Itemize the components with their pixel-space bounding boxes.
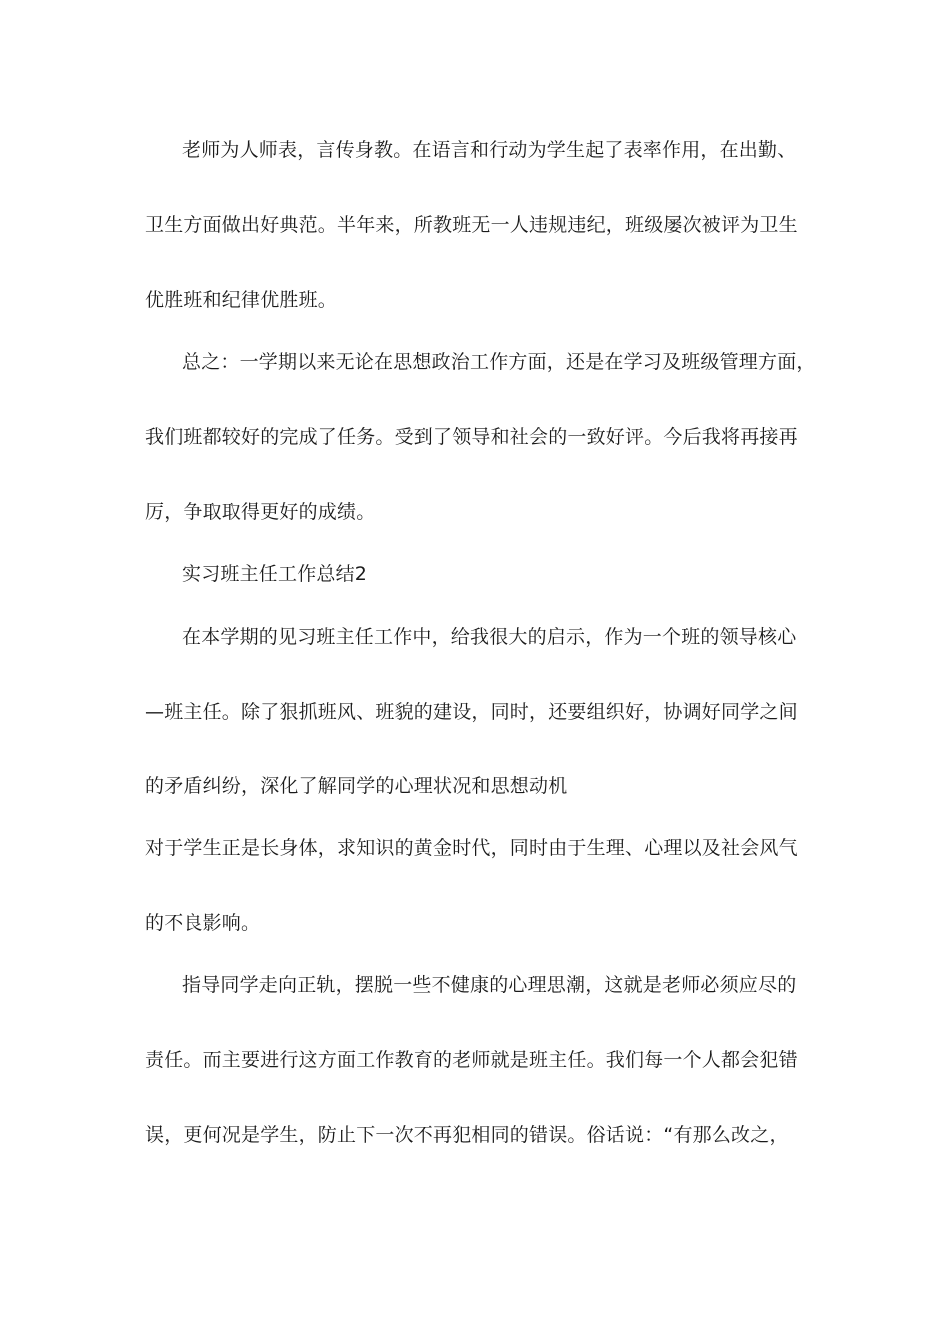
paragraph-line: 的矛盾纠纷，深化了解同学的心理状况和思想动机 — [145, 775, 568, 797]
paragraph-line: —班主任。除了狠抓班风、班貌的建设，同时，还要组织好，协调好同学之间 — [145, 701, 798, 723]
paragraph-line: 优胜班和纪律优胜班。 — [145, 289, 338, 311]
paragraph-line: 指导同学走向正轨，摆脱一些不健康的心理思潮，这就是老师必须应尽的 — [182, 974, 797, 996]
paragraph-line: 我们班都较好的完成了任务。受到了领导和社会的一致好评。今后我将再接再 — [145, 426, 798, 448]
paragraph-line: 总之：一学期以来无论在思想政治工作方面，还是在学习及班级管理方面， — [182, 351, 816, 373]
paragraph-line: 厉，争取取得更好的成绩。 — [145, 501, 376, 523]
paragraph-line: 在本学期的见习班主任工作中，给我很大的启示，作为一个班的领导核心 — [182, 626, 797, 648]
paragraph-line: 误，更何况是学生，防止下一次不再犯相同的错误。俗话说：“有那么改之， — [145, 1124, 789, 1146]
paragraph-line: 的不良影响。 — [145, 912, 261, 934]
paragraph-line: 卫生方面做出好典范。半年来，所教班无一人违规违纪，班级屡次被评为卫生 — [145, 214, 798, 236]
paragraph-line: 对于学生正是长身体，求知识的黄金时代，同时由于生理、心理以及社会风气 — [145, 837, 798, 859]
paragraph-line: 老师为人师表，言传身教。在语言和行动为学生起了表率作用，在出勤、 — [182, 139, 797, 161]
paragraph-line: 责任。而主要进行这方面工作教育的老师就是班主任。我们每一个人都会犯错 — [145, 1049, 798, 1071]
section-heading: 实习班主任工作总结2 — [182, 563, 368, 585]
